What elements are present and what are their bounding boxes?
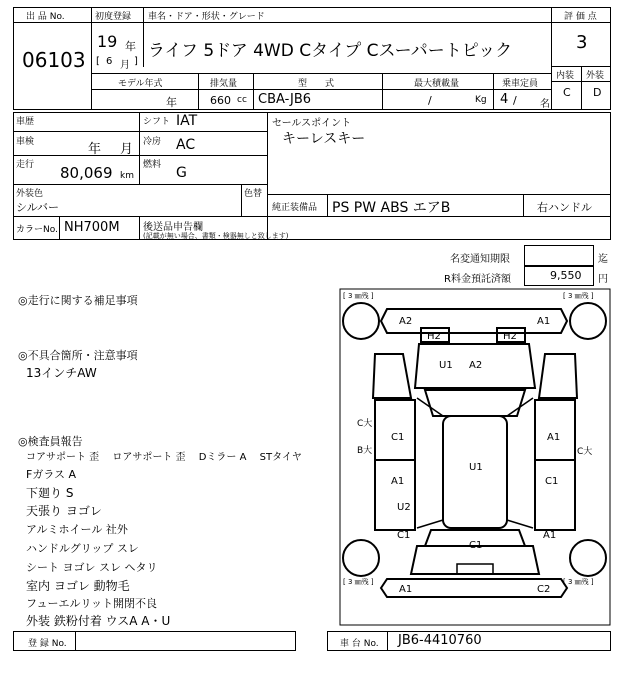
tyre-tread-rear-right: [ 3 ㎜残 ]: [563, 578, 594, 586]
car-damage-diagram: [339, 288, 611, 626]
mileage-label: 走行: [16, 160, 35, 170]
color-change-label: 色替: [244, 189, 263, 199]
damage-mark: B大: [357, 446, 373, 456]
damage-mark: H2: [503, 331, 517, 342]
displacement-label: 排気量: [210, 79, 238, 89]
capacity-label: 乗車定員: [502, 79, 539, 89]
notice-value-box: [524, 245, 594, 266]
sales-point: キーレスキー: [282, 131, 366, 147]
inspector-item: Fガラス A: [26, 468, 77, 481]
lot-no: 06103: [22, 48, 86, 72]
first-reg-label: 初度登録: [95, 12, 132, 22]
capacity-unit: 名: [540, 99, 550, 110]
interior-grade: C: [563, 86, 571, 99]
lot-no-label: 出 品 No.: [26, 12, 65, 22]
inspector-item: フューエルリット開閉不良: [26, 597, 158, 610]
fuel: G: [176, 165, 187, 181]
tyre-front-right: [570, 303, 606, 339]
first-reg-month-unit: 月: [120, 60, 130, 71]
damage-mark: A1: [543, 530, 557, 541]
score-label: 評 価 点: [564, 12, 597, 22]
defect-item: 13インチAW: [26, 366, 97, 380]
documents-note: (記載が無い場合、書類・検器無しと致します): [143, 232, 289, 240]
model-type-label: 型 式: [298, 79, 335, 89]
notice-label: 名変通知期限: [450, 254, 510, 265]
max-load-unit: Kg: [475, 95, 487, 105]
inspector-title: ◎検査員報告: [18, 435, 83, 448]
damage-mark: U1: [469, 462, 483, 473]
steering: 右ハンドル: [537, 201, 592, 214]
damage-mark: C2: [537, 584, 551, 595]
shift: IAT: [176, 113, 198, 129]
model-type: CBA-JB6: [258, 92, 312, 107]
mileage: 80,069: [60, 164, 113, 182]
damage-mark: A1: [537, 316, 551, 327]
defects-title: ◎不具合箇所・注意事項: [18, 349, 138, 362]
inspector-item: 室内 ヨゴレ 動物毛: [26, 579, 130, 593]
tyre-rear-right: [570, 540, 606, 576]
max-load-slash: /: [428, 94, 432, 107]
recycle-label: R料金預託済額: [444, 274, 511, 285]
inspection-label: 車検: [16, 137, 35, 147]
tyre-tread-front-right: [ 3 ㎜残 ]: [563, 292, 594, 300]
sales-point-label: セールスポイント: [272, 118, 352, 129]
tyre-tread-rear-left: [ 3 ㎜残 ]: [343, 578, 374, 586]
first-reg-month-close: ]: [134, 56, 138, 67]
damage-mark: C1: [391, 432, 405, 443]
inspector-item: シート ヨゴレ スレ ヘタリ: [26, 561, 158, 574]
tyre-front-left: [343, 303, 379, 339]
tyre-rear-left: [343, 540, 379, 576]
damage-mark: A1: [547, 432, 561, 443]
recycle-value: 9,550: [550, 269, 582, 282]
damage-mark: C1: [545, 476, 559, 487]
damage-mark: A1: [399, 584, 413, 595]
aircon-label: 冷房: [143, 137, 162, 147]
driving-notes-title: ◎走行に関する補足事項: [18, 294, 138, 307]
capacity: 4: [500, 92, 509, 107]
damage-mark: A1: [391, 476, 405, 487]
recycle-unit: 円: [598, 274, 608, 285]
vin-label: 車 台 No.: [340, 639, 379, 649]
inspector-item: アルミホイール 社外: [26, 523, 128, 536]
tyre-tread-front-left: [ 3 ㎜残 ]: [343, 292, 374, 300]
color-label: 外装色: [16, 189, 44, 199]
shift-label: シフト: [143, 117, 171, 127]
color-no: NH700M: [64, 220, 120, 235]
notice-unit: 迄: [598, 254, 608, 265]
equipment: PS PW ABS エアB: [332, 200, 451, 216]
history-label: 車歴: [16, 117, 35, 127]
first-reg-month: 6: [106, 56, 113, 67]
first-reg-month-open: [: [96, 56, 100, 67]
color-no-label: カラーNo.: [16, 225, 58, 235]
car-name: ライフ 5ドア 4WD Cタイプ Cスーパートピック: [148, 41, 513, 61]
front-fender-right: [539, 354, 577, 398]
right-body-side: [535, 400, 575, 530]
inspector-item: 下廻り S: [26, 486, 74, 500]
damage-mark: H2: [427, 331, 441, 342]
car-name-label: 車名・ドア・形状・グレード: [148, 12, 265, 22]
exterior-label: 外装: [586, 71, 605, 81]
damage-mark: A2: [469, 360, 483, 371]
fuel-label: 燃料: [143, 160, 162, 170]
mileage-unit: km: [120, 171, 134, 181]
reg-no-label: 登 録 No.: [28, 639, 67, 649]
damage-mark: C大: [577, 447, 593, 457]
model-year-unit: 年: [166, 96, 177, 109]
documents-label: 後送品申告欄: [143, 222, 203, 233]
damage-mark: C1: [397, 530, 411, 541]
aircon: AC: [176, 137, 196, 153]
damage-mark: C1: [469, 540, 483, 551]
first-reg-year: 19: [97, 32, 118, 51]
displacement-unit: cc: [237, 95, 247, 105]
exterior-grade: D: [593, 86, 602, 99]
vin: JB6-4410760: [398, 633, 482, 648]
inspection-month-unit: 月: [120, 142, 134, 157]
score: 3: [576, 32, 588, 53]
front-fender-left: [373, 354, 411, 398]
damage-mark: U2: [397, 502, 411, 513]
inspector-item: 天張り ヨゴレ: [26, 504, 102, 518]
displacement: 660: [210, 94, 231, 107]
equipment-label: 純正装備品: [272, 203, 318, 213]
capacity-slash: /: [513, 94, 517, 107]
inspector-item: ハンドルグリップ スレ: [26, 542, 139, 555]
color: シルバー: [16, 201, 59, 214]
damage-mark: U1: [439, 360, 453, 371]
inspector-item: 外装 鉄粉付着 ウスA A・U: [26, 614, 171, 628]
model-year-label: モデル年式: [118, 79, 163, 89]
inspector-item: コアサポート 歪 ロアサポート 歪 Dミラー A STタイヤ: [26, 452, 302, 463]
rear-plate: [457, 564, 493, 574]
first-reg-year-unit: 年: [125, 40, 136, 53]
damage-mark: A2: [399, 316, 413, 327]
interior-label: 内装: [556, 71, 575, 81]
max-load-label: 最大積載量: [414, 79, 460, 89]
windshield: [425, 390, 525, 416]
inspection-year-unit: 年: [88, 142, 102, 157]
damage-mark: C大: [357, 419, 373, 429]
